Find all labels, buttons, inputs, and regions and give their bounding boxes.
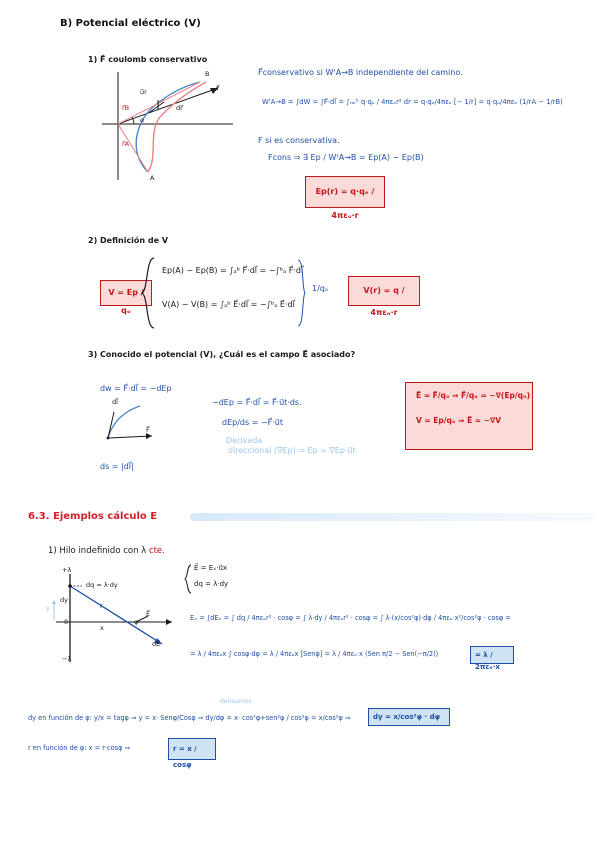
e-direction: E⃗ = Eₓ·u⃗x (194, 564, 228, 572)
de-label: dE⃗ (152, 640, 161, 648)
v-difference-eq: V(A) − V(B) = ∫ₐᵇ E⃗·dl⃗ = −∫ᵇₐ E⃗·dl⃗ (162, 300, 295, 309)
minus-lambda-label: −λ (62, 655, 72, 663)
dep-ds-eq: dEp/ds = −F⃗·u⃗t (222, 418, 283, 427)
ex-result-box: = λ / 2πεₒ·x (470, 646, 514, 664)
r-of-phi-line: r en función de φ: x = r·cosφ ⇒ (28, 744, 131, 752)
dy-label: dy (60, 596, 68, 604)
sub1-text: 1) Hilo indefinido con λ (48, 546, 147, 556)
conservative-statement: F⃗conservativo si WᶠA→B independiente del camino. (258, 68, 463, 77)
r-result-box: r = x / cosφ (168, 738, 216, 760)
section-63-bar (190, 513, 596, 521)
label-alpha: α (140, 116, 145, 124)
exists-ep: Fcons ⇒ ∃ Ep / WᶠA→B = Ep(A) − Ep(B) (268, 153, 424, 162)
label-dr: dr⃗ (176, 104, 183, 112)
r-label: r (100, 602, 103, 610)
directional-deriv-eq: direccional (∇Ep) ⇒ Ep = ∇Ep·u⃗t (228, 446, 356, 455)
ep-difference-eq: Ep(A) − Ep(B) = ∫ₐᵇ F⃗·dl⃗ = −∫ᵇₐ F⃗·dl⃗ (162, 266, 304, 275)
dq-def: dq = λ·dy (194, 580, 229, 588)
label-ur: u⃗r (140, 88, 147, 96)
label-r: r⃗ (216, 84, 220, 92)
box-row-1: E⃗ = F⃗/qₒ ⇒ F⃗/qₒ = −∇(Ep/qₒ) (416, 391, 531, 400)
label-a: A (150, 174, 155, 182)
label-b: B (205, 70, 210, 78)
label-rb: r⃗B (122, 104, 130, 112)
ex-integral-1: Eₓ = ∫dEₓ = ∫ dq / 4πεₒr² · cosφ = ∫ λ·dy / 4πεₒr² · cosφ = ∫ λ·(x/cos²φ)·dφ / 4πεₒ·x²/cos²φ · cosφ = (190, 614, 511, 622)
right-brace (296, 258, 306, 328)
field-direction-diagram (100, 394, 170, 450)
phi-label: φ (134, 618, 139, 626)
field-potential-box (405, 382, 533, 450)
s3-heading: 3) Conocido el potencial (V), ¿Cuál es el campo E⃗ asociado? (88, 350, 356, 359)
y-label: y (46, 604, 50, 612)
box-row-2: V = Ep/qₒ ⇒ E⃗ = −∇V (416, 416, 502, 425)
ep-result-box: Ep(r) = q·qₒ / 4πεₒ·r (305, 176, 385, 208)
brace-small (184, 564, 192, 594)
section-63-title: 6.3. Ejemplos cálculo E (28, 511, 158, 522)
left-brace (138, 256, 158, 330)
is-conservative: F si es conservativa. (258, 136, 340, 145)
work-integral: WᶠA→B = ∫dW = ∫F⃗·dl⃗ = ∫ᵣₐᵣᵇ q·qₒ / 4πεₒr² dr = q·qₒ/4πεₒ [− 1/r] = q·qₒ/4πεₒ (1/rA − 1/rB) (262, 98, 563, 106)
coulomb-path-diagram (88, 62, 238, 182)
v-definition-box: V = Ep / qₒ (100, 280, 152, 306)
directional-deriv-label: Derivada (226, 436, 263, 445)
plus-lambda-label: +λ (62, 566, 72, 574)
dl-label: dl⃗ (112, 398, 118, 406)
e-label: E⃗ (146, 610, 151, 618)
v-of-r-box: V(r) = q / 4πεₒ·r (348, 276, 420, 306)
x-label: x (100, 624, 104, 632)
ds-eq: ds = |dl⃗| (100, 462, 134, 471)
dy-of-phi-line: dy en función de φ: y/x = tagφ ⇒ y = x· Senφ/Cosφ ⇒ dy/dφ = x· cos²φ+sen²φ / cos²φ = x/cos²φ ⇒ (28, 714, 351, 722)
section-b-title: B) Potencial eléctrico (V) (60, 18, 201, 29)
dw-eq: dw = F⃗·dl⃗ = −dEp (100, 384, 172, 393)
divide-q0: 1/qₒ (312, 284, 329, 293)
label-ra: r⃗A (122, 140, 130, 148)
dq-label: dq = λ·dy (86, 581, 118, 589)
sub1-heading (48, 546, 165, 557)
ex-integral-2: = λ / 4πεₒx ∫ cosφ·dφ = λ / 4πεₒx [Senφ] = λ / 4πεₒ·x (Sen π/2 − Sen(−π/2)) (190, 650, 439, 658)
s2-heading: 2) Definición de V (88, 236, 169, 245)
minus-dep-eq: −dEp = F⃗·dl⃗ = F⃗·u⃗t·ds. (212, 398, 302, 407)
s1-heading: 1) F⃗ coulomb conservativo (88, 55, 208, 64)
derivamos-note: derivamos (220, 698, 252, 705)
f-label: F⃗ (146, 426, 150, 434)
origin-label: 0 (64, 618, 69, 626)
sub1-cte: cte. (148, 546, 165, 556)
dy-result-box: dy = x/cos²φ · dφ (368, 708, 450, 726)
